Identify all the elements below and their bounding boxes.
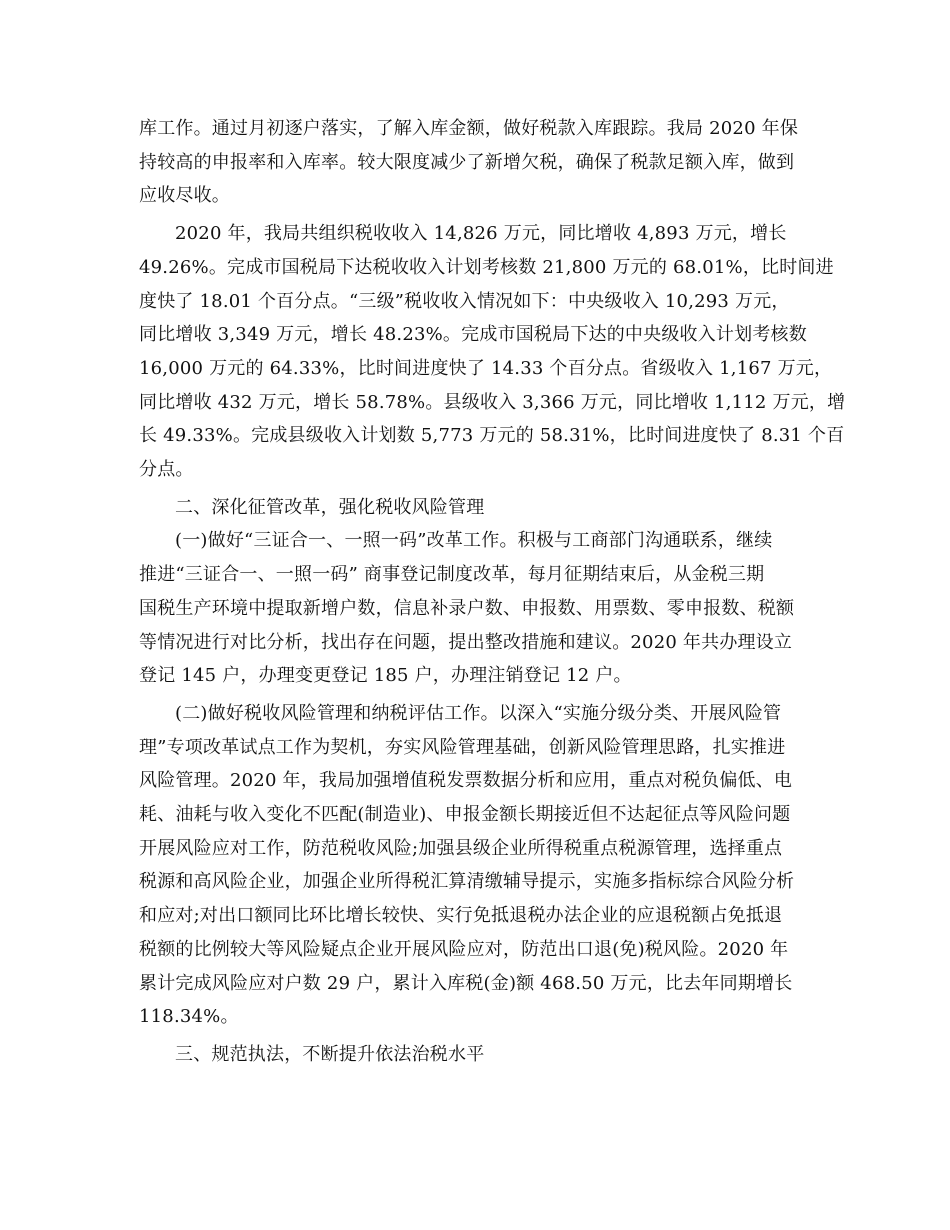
paragraph-risk-management: [139, 697, 813, 1034]
text-line: (二)做好税收风险管理和纳税评估工作。以深入“实施分级分类、开展风险管: [175, 702, 782, 724]
text-line: 等情况进行对比分析，找出存在问题，提出整改措施和建议。2020 年共办理设立: [139, 631, 793, 653]
text-line: 和应对;对出口额同比环比增长较快、实行免抵退税办法企业的应退税额占免抵退: [139, 905, 783, 927]
text-line: 118.34%。: [139, 1006, 239, 1028]
text-line: 库工作。通过月初逐户落实，了解入库金额，做好税款入库跟踪。我局 2020 年保: [139, 118, 799, 139]
text-line: 理”专项改革试点工作为契机，夯实风险管理基础，创新风险管理思路，扎实推进: [139, 736, 786, 758]
text-line: 开展风险应对工作，防范税收风险;加强县级企业所得税重点税源管理，选择重点: [139, 837, 783, 859]
text-line: 登记 145 户，办理变更登记 185 户，办理注销登记 12 户。: [139, 665, 632, 687]
text-line: 度快了 18.01 个百分点。“三级”税收收入情况如下：中央级收入 10,293 万元，: [139, 290, 790, 312]
paragraph-tax-collection-tracking: [139, 112, 813, 213]
text-line: (一)做好“三证合一、一照一码”改革工作。积极与工商部门沟通联系，继续: [175, 530, 773, 552]
text-line: 税源和高风险企业，加强企业所得税汇算清缴辅导提示，实施多指标综合风险分析: [139, 871, 795, 893]
text-line: 49.26%。完成市国税局下达税收收入计划考核数 21,800 万元的 68.01%，比时间进: [139, 256, 834, 278]
text-line: 长 49.33%。完成县级收入计划数 5,773 万元的 58.31%，比时间进度快了 8.31 个百: [139, 425, 845, 447]
text-line: 耗、油耗与收入变化不匹配(制造业)、申报金额长期接近但不达起征点等风险问题: [139, 804, 791, 826]
text-line: 推进“三证合一、一照一码” 商事登记制度改革，每月征期结束后，从金税三期: [139, 564, 765, 586]
paragraph-registration-reform: [139, 524, 813, 693]
text-line: 持较高的申报率和入库率。较大限度减少了新增欠税，确保了税款足额入库，做到: [139, 151, 795, 173]
text-line: 税额的比例较大等风险疑点企业开展风险应对，防范出口退(免)税风险。2020 年: [139, 938, 789, 960]
document-page: [139, 112, 846, 1072]
heading-text: 二、深化征管改革，强化税收风险管理: [175, 496, 485, 518]
text-line: 同比增收 432 万元，增长 58.78%。县级收入 3,366 万元，同比增收 1,112 万元，增: [139, 391, 846, 413]
text-line: 应收尽收。: [139, 185, 230, 207]
text-line: 分点。: [139, 459, 194, 481]
text-line: 16,000 万元的 64.33%，比时间进度快了 14.33 个百分点。省级收入 1,167 万元，: [139, 357, 833, 379]
text-line: 风险管理。2020 年，我局加强增值税发票数据分析和应用，重点对税负偏低、电: [139, 770, 793, 792]
text-line: 国税生产环境中提取新增户数，信息补录户数、申报数、用票数、零申报数、税额: [139, 597, 795, 619]
paragraph-revenue-summary: [139, 217, 846, 487]
text-line: 累计完成风险应对户数 29 户，累计入库税(金)额 468.50 万元，比去年同期增长: [139, 972, 793, 994]
text-line: 同比增收 3,349 万元，增长 48.23%。完成市国税局下达的中央级收入计划考核数: [139, 324, 807, 346]
heading-text: 三、规范执法，不断提升依法治税水平: [175, 1043, 485, 1065]
section-heading-3: [139, 1038, 813, 1072]
section-heading-2: [139, 491, 813, 525]
text-line: 2020 年，我局共组织税收收入 14,826 万元，同比增收 4,893 万元，增长: [175, 223, 787, 245]
